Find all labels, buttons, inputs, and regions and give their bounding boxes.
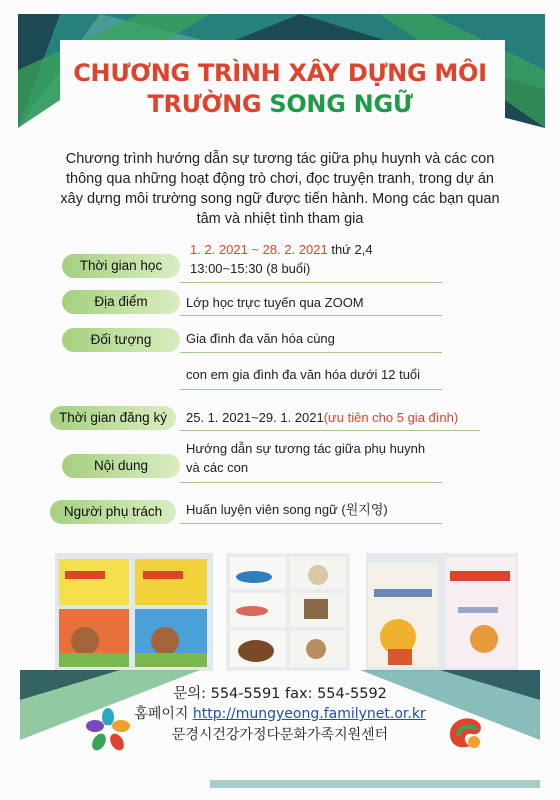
divider-line — [180, 352, 442, 353]
homepage-link[interactable]: http://mungyeong.familynet.or.kr — [192, 706, 426, 722]
content-value-2: và các con — [186, 460, 249, 475]
target-label: Đối tượng — [62, 328, 180, 352]
person-label: Người phụ trách — [50, 500, 176, 524]
time-value-date — [190, 240, 373, 259]
time-hours: 13:00~15:30 (8 buổi) — [190, 261, 311, 276]
divider-line — [180, 523, 442, 524]
intro-line: xây dựng môi trường song ngữ được tiến hành. Mong các bạn quan — [60, 191, 500, 207]
divider-line — [180, 315, 442, 316]
content-value-1: Hướng dẫn sự tương tác giữa phụ huynh — [186, 441, 426, 456]
divider-line — [180, 389, 442, 390]
divider-line — [180, 482, 442, 483]
registration-dates: 25. 1. 2021~29. 1. 2021 — [186, 410, 324, 425]
intro-line: Chương trình hướng dẫn sự tương tác giữa phụ huynh và các con — [65, 151, 495, 167]
person-value: Huấn luyện viên song ngữ (원지영) — [186, 502, 388, 517]
title-line-2 — [0, 89, 560, 120]
page-title — [0, 58, 560, 120]
place-label: Địa điểm — [62, 290, 180, 314]
organization-name: 문경시건강가정다문화가족지원센터 — [171, 727, 389, 743]
contact-line: 문의: 554-5591 fax: 554-5592 — [173, 686, 387, 702]
registration-value — [186, 408, 458, 427]
target-value-2: con em gia đình đa văn hóa dưới 12 tuổi — [186, 367, 421, 382]
place-value: Lớp học trực tuyến qua ZOOM — [186, 295, 364, 310]
books-photo-2 — [226, 553, 350, 671]
time-label: Thời gian học — [62, 254, 180, 278]
time-date: 1. 2. 2021 ~ 28. 2. 2021 — [190, 242, 328, 257]
intro-line: thông qua những hoạt động trò chơi, đọc truyện tranh, trong dự án — [66, 171, 494, 187]
books-photo-1 — [55, 553, 213, 671]
divider-line — [180, 282, 442, 283]
homepage-label: 홈페이지 — [134, 706, 189, 722]
title-line-1: CHƯƠNG TRÌNH XÂY DỰNG MÔI — [73, 59, 487, 87]
target-value-1: Gia đình đa văn hóa cùng — [186, 331, 335, 346]
time-days: thứ 2,4 — [331, 242, 373, 257]
content-label: Nội dung — [62, 454, 180, 478]
divider-line — [180, 430, 480, 431]
intro-paragraph — [30, 149, 530, 229]
title-line-2-a: TRƯỜNG — [147, 90, 262, 118]
books-photo-3 — [366, 553, 518, 671]
registration-label: Thời gian đăng ký — [50, 406, 176, 430]
family-center-logo-icon — [444, 712, 488, 752]
flower-logo-icon — [86, 708, 130, 752]
title-line-2-b: SONG NGỮ — [269, 90, 413, 118]
intro-line: tâm và nhiệt tình tham gia — [196, 211, 364, 227]
registration-note: (ưu tiên cho 5 gia đình) — [323, 410, 459, 425]
